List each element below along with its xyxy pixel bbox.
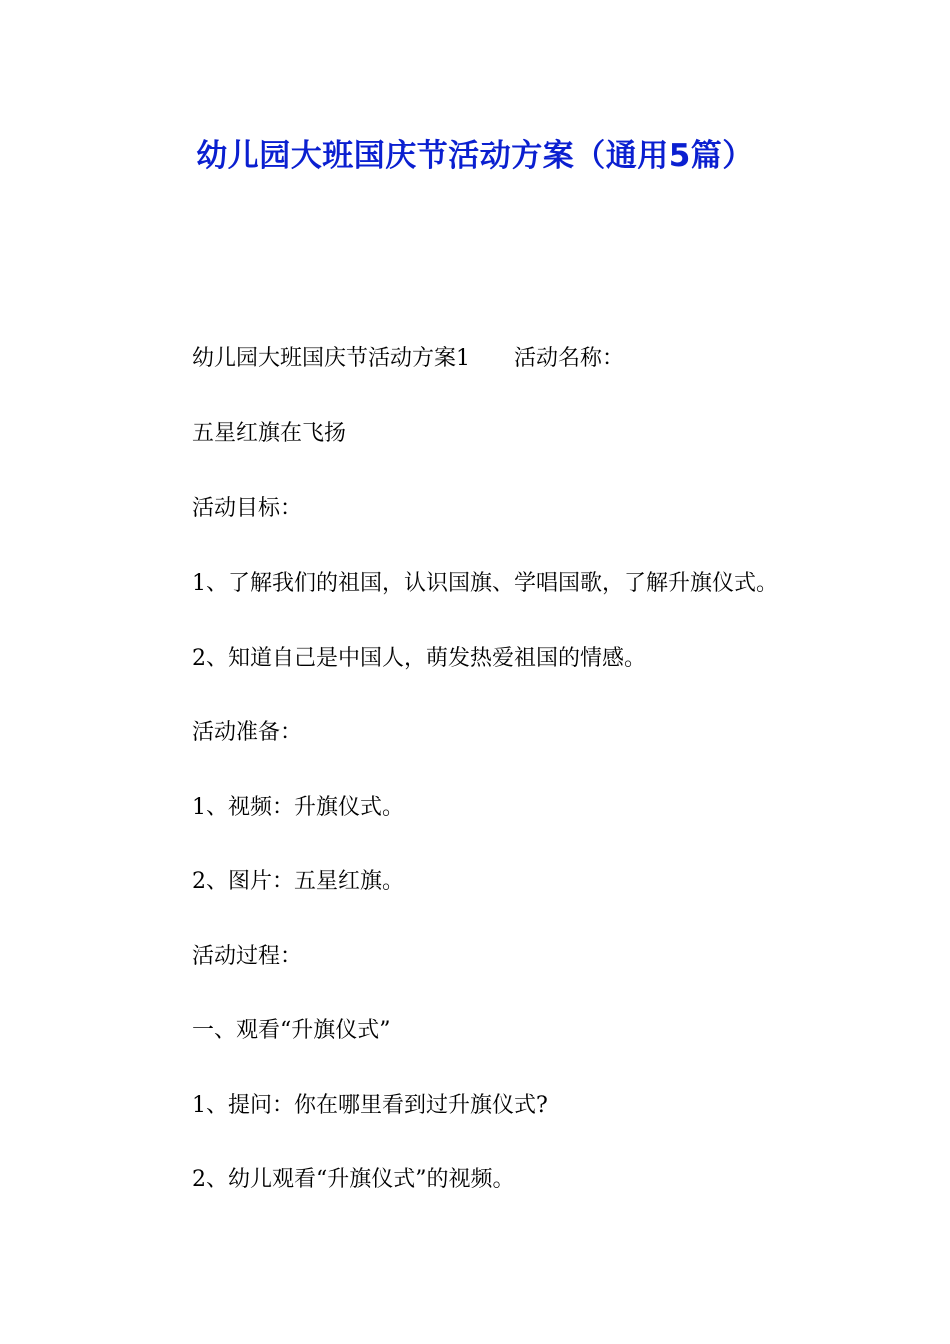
section-heading: 幼儿园大班国庆节活动方案1 — [192, 346, 470, 371]
paragraph-process-question: 1、提问：你在哪里看到过升旗仪式? — [192, 1093, 548, 1118]
paragraph-goals-heading: 活动目标： — [192, 496, 303, 521]
paragraph-process-video: 2、幼儿观看“升旗仪式”的视频。 — [192, 1167, 515, 1192]
document-title: 幼儿园大班国庆节活动方案（通用5篇） — [196, 138, 754, 174]
section-heading-line — [192, 344, 624, 374]
paragraph-goal-1: 1、了解我们的祖国，认识国旗、学唱国歌，了解升旗仪式。 — [192, 571, 778, 596]
paragraph-process-step-1: 一、观看“升旗仪式” — [192, 1018, 391, 1043]
paragraph-preparation-2: 2、图片：五星红旗。 — [192, 869, 404, 894]
paragraph-preparation-1: 1、视频：升旗仪式。 — [192, 795, 404, 820]
paragraph-preparation-heading: 活动准备： — [192, 720, 303, 745]
paragraph-process-heading: 活动过程： — [192, 944, 303, 969]
paragraph-goal-2: 2、知道自己是中国人，萌发热爱祖国的情感。 — [192, 646, 646, 671]
activity-name-label: 活动名称： — [514, 346, 625, 371]
paragraph-activity-name: 五星红旗在飞扬 — [192, 421, 347, 446]
